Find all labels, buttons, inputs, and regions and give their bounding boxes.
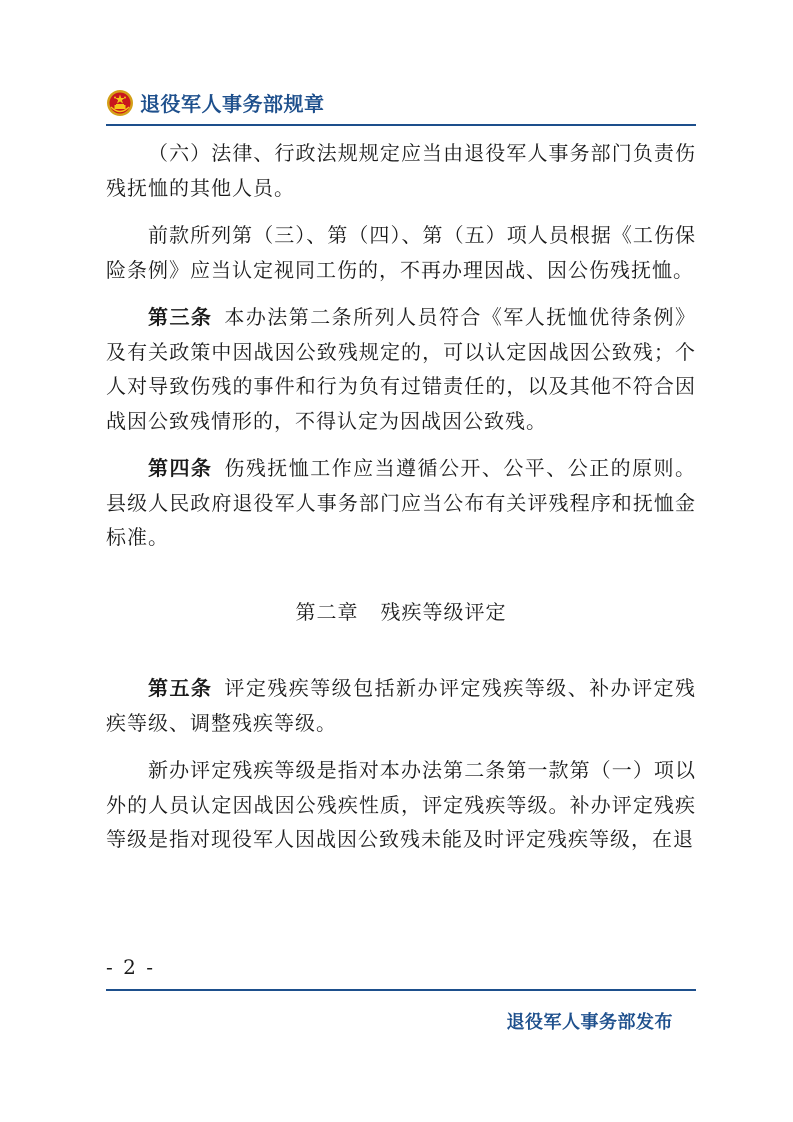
header-title: 退役军人事务部规章 <box>140 92 325 116</box>
page-header <box>106 88 325 117</box>
article-text: 评定残疾等级包括新办评定残疾等级、补办评定残疾等级、调整残疾等级。 <box>106 676 696 735</box>
chapter-title: 残疾等级评定 <box>380 599 507 624</box>
article-text: 本办法第二条所列人员符合《军人抚恤优待条例》及有关政策中因战因公致残规定的，可以认定因战因公致残；个人对导致伤残的事件和行为负有过错责任的，以及其他不符合因战因公致残情形的，不得认定为因战因公致残。 <box>106 305 696 433</box>
document-body <box>106 136 696 857</box>
article-number: 第四条 <box>148 456 213 480</box>
paragraph-new-assessment: 新办评定残疾等级是指对本办法第二条第一款第（一）项以外的人员认定因战因公残疾性质，评定残疾等级。补办评定残疾等级是指对现役军人因战因公致残未能及时评定残疾等级，在退 <box>106 758 696 851</box>
article-number: 第三条 <box>148 305 213 329</box>
national-emblem-icon <box>106 89 134 117</box>
article-number: 第五条 <box>148 676 213 700</box>
article-text: 伤残抚恤工作应当遵循公开、公平、公正的原则。县级人民政府退役军人事务部门应当公布有关评残程序和抚恤金标准。 <box>106 456 696 549</box>
paragraph-item-6: （六）法律、行政法规规定应当由退役军人事务部门负责伤残抚恤的其他人员。 <box>106 141 696 200</box>
chapter-heading <box>106 595 696 630</box>
paragraph-work-injury: 前款所列第（三）、第（四）、第（五）项人员根据《工伤保险条例》应当认定视同工伤的，不再办理因战、因公伤残抚恤。 <box>106 223 696 282</box>
footer-divider <box>106 989 696 991</box>
article-3 <box>106 300 696 438</box>
article-5 <box>106 671 696 740</box>
chapter-number: 第二章 <box>295 599 359 624</box>
article-4 <box>106 451 696 555</box>
footer-publisher: 退役军人事务部发布 <box>506 1012 673 1033</box>
page-number: - 2 - <box>106 955 155 979</box>
header-divider <box>106 124 696 126</box>
